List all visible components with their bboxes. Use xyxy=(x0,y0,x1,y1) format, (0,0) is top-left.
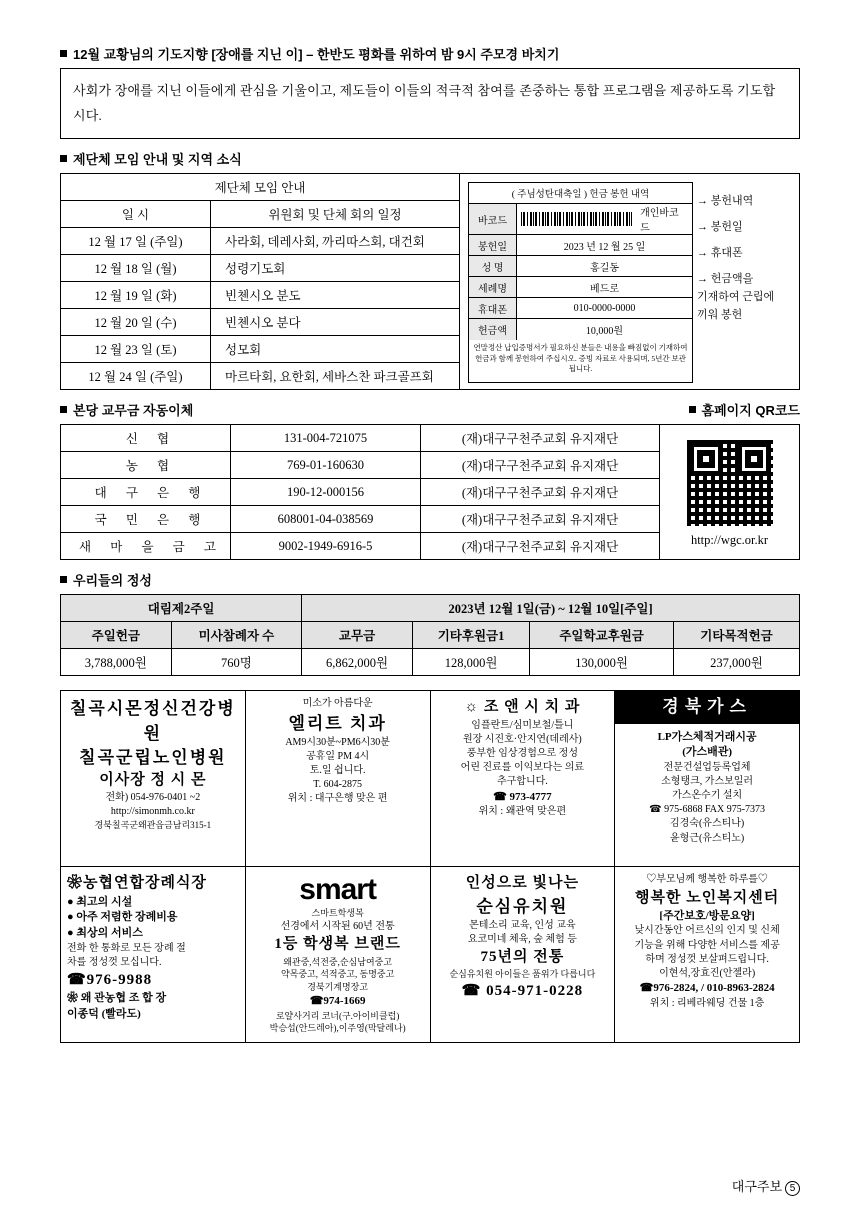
square-bullet-icon xyxy=(60,576,67,583)
groups-col-date: 일 시 xyxy=(61,201,211,228)
ad-line-chilgok-simon-1: 칠곡군립노인병원 xyxy=(79,747,227,767)
ad-line-nonghyup-funeral-1: ● 최고의 시설 xyxy=(67,895,133,908)
table-row xyxy=(61,336,460,363)
offering-sample-wrap xyxy=(460,173,800,390)
ad-line-gyeongbuk-gas-3: 소형탱크, 가스보일러 xyxy=(661,775,754,787)
bank-owner-3: (재)대구구천주교회 유지재단 xyxy=(421,506,660,533)
table-row xyxy=(61,228,460,255)
bank-owner-4: (재)대구구천주교회 유지재단 xyxy=(421,533,660,560)
bank-name-0: 신 협 xyxy=(61,425,231,452)
ad-line-happy-senior-center-7: ☎976-2824, / 010-8963-2824 xyxy=(639,982,775,995)
donation-period-right: 2023년 12월 1일(금) ~ 12월 10일[주일] xyxy=(302,595,800,622)
ad-line-sunsim-kindergarten-0: 인성으로 빛나는 xyxy=(465,875,579,892)
bank-account-1: 769-01-160630 xyxy=(231,452,421,479)
autotransfer-row xyxy=(60,424,800,560)
offering-card-head: ( 주님성탄대축일 ) 헌금 봉헌 내역 xyxy=(469,183,692,204)
table-row xyxy=(61,425,660,452)
prayer-heading xyxy=(60,44,800,63)
donation-header-0: 주일헌금 xyxy=(61,622,172,649)
ad-chilgok-simon[interactable] xyxy=(61,691,246,866)
advertisement-row-1 xyxy=(61,691,799,866)
ad-line-josaengsi-dental-1: 임플란트/심미보철/틀니 xyxy=(471,719,574,731)
ad-line-smart-uniform-3: 1등 학생복 브랜드 xyxy=(274,936,401,953)
ad-line-nonghyup-funeral-0: ❀농협연합장례식장 xyxy=(67,875,207,892)
ad-line-chilgok-simon-5: 경북칠곡군왜관읍금남리315-1 xyxy=(94,820,212,831)
bank-table xyxy=(60,424,660,560)
ad-line-gyeongbuk-gas-7: 윤형근(유스티노) xyxy=(669,832,745,844)
groups-event-5: 마르타회, 요한회, 세바스찬 파크골프회 xyxy=(211,363,460,390)
groups-event-0: 사라회, 데레사회, 까리따스회, 대건회 xyxy=(211,228,460,255)
offering-row-5 xyxy=(469,319,692,340)
ad-line-elite-dental-5: T. 604-2875 xyxy=(313,779,362,791)
ad-line-chilgok-simon-3: 전화) 054-976-0401 ~2 xyxy=(105,792,201,804)
prayer-heading-text: 12월 교황님의 기도지향 [장애를 지닌 이] – 한반도 평화를 위하여 밤 9시 주모경 바치기 xyxy=(73,47,560,62)
ad-line-smart-uniform-8: 로얄사거리 코너(구.아이비클럽) xyxy=(275,1010,400,1021)
donation-header-1: 미사참례자 수 xyxy=(171,622,302,649)
arrow-note-0: → 봉헌내역 xyxy=(697,195,754,208)
square-bullet-icon xyxy=(60,50,67,57)
ad-line-happy-senior-center-6: 이현석,장효진(안젤라) xyxy=(659,968,756,980)
ad-line-josaengsi-dental-3: 풍부한 임상경험으로 정성 xyxy=(466,748,578,760)
donation-value-2: 6,862,000원 xyxy=(302,649,413,676)
ad-happy-senior-center[interactable] xyxy=(615,867,799,1042)
donation-table xyxy=(60,594,800,676)
groups-table xyxy=(60,173,460,390)
groups-date-3: 12 월 20 일 (수) xyxy=(61,309,211,336)
groups-heading xyxy=(60,149,800,168)
offering-arrow-notes xyxy=(697,182,774,383)
offering-field-4 xyxy=(517,298,692,318)
groups-row xyxy=(60,173,800,390)
square-bullet-icon xyxy=(689,406,696,413)
ad-line-gyeongbuk-gas-2: 전문건설업등록업체 xyxy=(663,761,751,773)
bank-name-2: 대 구 은 행 xyxy=(61,479,231,506)
ad-line-smart-uniform-0: smart xyxy=(299,873,376,907)
groups-title: 제단체 모임 안내 xyxy=(61,174,460,201)
groups-header-row xyxy=(61,201,460,228)
advertisement-block xyxy=(60,690,800,1043)
ad-line-elite-dental-2: AM9시30분~PM6시30분 xyxy=(285,736,390,748)
bank-table-wrap xyxy=(60,424,660,560)
ad-line-gyeongbuk-gas-0: LP가스체적거래시공 xyxy=(657,730,757,743)
table-row xyxy=(61,506,660,533)
ad-line-chilgok-simon-4: http://simonmh.co.kr xyxy=(110,806,195,818)
groups-table-wrap xyxy=(60,173,460,390)
ad-line-chilgok-simon-2: 이사장 정 시 몬 xyxy=(99,771,207,788)
ad-line-nonghyup-funeral-8: 이종덕 (빨라도) xyxy=(67,1007,141,1020)
ad-line-gyeongbuk-gas-5: ☎ 975-6868 FAX 975-7373 xyxy=(649,804,766,816)
prayer-body: 사회가 장애를 지닌 이들에게 관심을 기울이고, 제도들이 이들의 적극적 참여를 존중하는 통합 프로그램을 제공하도록 기도합시다. xyxy=(73,83,776,123)
arrow-note-2: → 휴대폰 xyxy=(697,247,743,260)
ad-line-nonghyup-funeral-5: 차를 정성껏 모십니다. xyxy=(67,956,162,968)
qr-code-image[interactable] xyxy=(684,437,776,529)
donation-header-5: 기타목적헌금 xyxy=(674,622,800,649)
qr-box xyxy=(660,424,800,560)
ad-line-josaengsi-dental-6: ☎ 973-4777 xyxy=(493,790,552,803)
groups-event-1: 성령기도회 xyxy=(211,255,460,282)
ad-line-josaengsi-dental-7: 위치 : 왜관역 맞은편 xyxy=(478,806,567,818)
ad-nonghyup-funeral[interactable] xyxy=(61,867,246,1042)
table-row xyxy=(61,309,460,336)
ad-line-smart-uniform-1: 스마트학생복 xyxy=(311,908,364,919)
arrow-note-5: 끼워 봉헌 xyxy=(697,309,743,322)
donation-header-row xyxy=(61,622,800,649)
offering-value-3: 베드로 xyxy=(590,283,619,295)
ad-line-smart-uniform-2: 선경에서 시작된 60년 전통 xyxy=(280,921,395,933)
offering-card-note: 연말정산 납입증명서가 필요하신 분들은 내용을 빠짐없이 기재하여 헌금과 함께 봉헌하여 주십시오. 증빙 자료로 사용되며, 5년간 보관됩니다. xyxy=(473,343,688,373)
table-row xyxy=(61,255,460,282)
donation-value-row xyxy=(61,649,800,676)
ad-line-elite-dental-6: 위치 : 대구은행 맞은 편 xyxy=(287,793,388,805)
advertisement-row-2 xyxy=(61,866,799,1042)
ad-line-nonghyup-funeral-4: 전화 한 통화로 모든 장례 절 xyxy=(67,942,186,954)
groups-event-4: 성모회 xyxy=(211,336,460,363)
offering-row-4 xyxy=(469,298,692,319)
ad-line-josaengsi-dental-4: 어린 진료를 이익보다는 의료 xyxy=(460,762,585,774)
qr-heading xyxy=(689,400,800,419)
ad-line-josaengsi-dental-5: 추구합니다. xyxy=(496,776,548,788)
ad-line-chilgok-simon-0: 칠곡시몬정신건강병원 xyxy=(69,699,236,743)
square-bullet-icon xyxy=(60,155,67,162)
ad-line-gyeongbuk-gas-1: (가스배관) xyxy=(682,746,733,759)
ad-line-sunsim-kindergarten-5: 순심유치원 아이들은 품위가 다릅니다 xyxy=(449,969,596,980)
bank-owner-0: (재)대구구천주교회 유지재단 xyxy=(421,425,660,452)
offering-row-1 xyxy=(469,235,692,256)
bank-account-3: 608001-04-038569 xyxy=(231,506,421,533)
arrow-note-1: → 봉헌일 xyxy=(697,221,743,234)
square-bullet-icon xyxy=(60,406,67,413)
ad-gyeongbuk-gas[interactable] xyxy=(615,691,799,866)
offering-date-value: 2023 년 12 월 25 일 xyxy=(563,241,646,253)
table-row xyxy=(61,452,660,479)
ad-line-josaengsi-dental-2: 원장 시진호·안지연(데레사) xyxy=(462,733,582,745)
ad-line-elite-dental-1: 엘리트 치과 xyxy=(288,713,387,733)
ad-elite-dental[interactable] xyxy=(246,691,431,866)
offering-value-5: 10,000원 xyxy=(585,326,624,338)
ad-sunsim-kindergarten[interactable] xyxy=(431,867,616,1042)
ad-line-happy-senior-center-5: 하며 정성껏 보살펴드립니다. xyxy=(645,953,769,965)
ad-line-happy-senior-center-0: ♡부모님께 행복한 하루를♡ xyxy=(646,874,768,886)
offering-label-3: 세례명 xyxy=(469,277,517,297)
prayer-box xyxy=(60,68,800,139)
ad-line-sunsim-kindergarten-1: 순심유치원 xyxy=(476,896,569,916)
donation-value-3: 128,000원 xyxy=(412,649,529,676)
offering-field-1 xyxy=(517,235,692,255)
qr-heading-text: 홈페이지 QR코드 xyxy=(701,403,800,419)
donation-value-1: 760명 xyxy=(171,649,302,676)
offering-row-3 xyxy=(469,277,692,298)
bank-owner-1: (재)대구구천주교회 유지재단 xyxy=(421,452,660,479)
ad-line-elite-dental-3: 공휴일 PM 4시 xyxy=(306,750,370,762)
ad-line-smart-uniform-9: 박승섭(안드레아),이주영(막달레나) xyxy=(269,1023,406,1034)
ad-line-nonghyup-funeral-3: ● 최상의 서비스 xyxy=(67,926,143,939)
groups-heading-text: 제단체 모임 안내 및 지역 소식 xyxy=(73,152,242,168)
donation-value-0: 3,788,000원 xyxy=(61,649,172,676)
page-number: 5 xyxy=(785,1181,800,1196)
table-row xyxy=(61,479,660,506)
qr-url[interactable]: http://wgc.or.kr xyxy=(690,532,769,547)
offering-value-2: 홍길동 xyxy=(590,262,619,274)
bank-account-2: 190-12-000156 xyxy=(231,479,421,506)
ad-line-happy-senior-center-2: [주간보호/방문요양] xyxy=(659,909,755,922)
page-footer xyxy=(732,1176,800,1196)
donation-value-4: 130,000원 xyxy=(530,649,674,676)
groups-date-4: 12 월 23 일 (토) xyxy=(61,336,211,363)
ad-line-sunsim-kindergarten-3: 요코미네 체육, 숲 체험 등 xyxy=(467,933,577,945)
ad-line-happy-senior-center-4: 기능을 위해 다양한 서비스를 제공 xyxy=(634,939,780,951)
groups-date-2: 12 월 19 일 (화) xyxy=(61,282,211,309)
ad-line-gyeongbuk-gas-6: 김경숙(유스티나) xyxy=(669,818,745,830)
arrow-note-4: 기재하여 근립에 xyxy=(697,291,775,304)
groups-date-1: 12 월 18 일 (월) xyxy=(61,255,211,282)
bank-account-0: 131-004-721075 xyxy=(231,425,421,452)
offering-row-2 xyxy=(469,256,692,277)
donation-header-2: 교무금 xyxy=(302,622,413,649)
barcode-icon xyxy=(521,212,632,226)
arrow-note-3: → 헌금액을 xyxy=(697,273,754,286)
offering-row-0 xyxy=(469,204,692,235)
donation-period-left: 대림제2주일 xyxy=(61,595,302,622)
ad-line-sunsim-kindergarten-2: 몬테소리 교육, 인성 교육 xyxy=(469,919,576,931)
ad-line-happy-senior-center-8: 위치 : 리베라웨딩 건물 1층 xyxy=(649,997,765,1009)
bank-account-4: 9002-1949-6916-5 xyxy=(231,533,421,560)
bank-owner-2: (재)대구구천주교회 유지재단 xyxy=(421,479,660,506)
offering-barcode-label: 개인바코드 xyxy=(640,208,679,235)
ad-line-josaengsi-dental-0: ☼ 조 앤 시 치 과 xyxy=(464,699,581,716)
ad-line-happy-senior-center-1: 행복한 노인복지센터 xyxy=(635,889,780,906)
ad-line-smart-uniform-7: ☎974-1669 xyxy=(309,994,366,1007)
donation-value-5: 237,000원 xyxy=(674,649,800,676)
ad-line-nonghyup-funeral-2: ● 아주 저렴한 장례비용 xyxy=(67,911,178,924)
groups-col-event: 위원회 및 단체 회의 일정 xyxy=(211,201,460,228)
donation-period-row xyxy=(61,595,800,622)
autotransfer-heading-text: 본당 교무금 자동이체 xyxy=(73,403,194,419)
donation-header-3: 기타후원금1 xyxy=(412,622,529,649)
table-row xyxy=(61,533,660,560)
offering-label-2: 성 명 xyxy=(469,256,517,276)
ad-banner-gyeongbuk-gas: 경북가스 xyxy=(615,691,799,723)
offering-field-5 xyxy=(517,319,692,340)
donation-header-4: 주일학교후원금 xyxy=(530,622,674,649)
offering-label-4: 휴대폰 xyxy=(469,298,517,318)
ad-line-nonghyup-funeral-6: ☎976-9988 xyxy=(67,971,153,988)
ad-line-happy-senior-center-3: 낮시간동안 어르신의 인지 및 신체 xyxy=(634,925,780,937)
ad-smart-uniform[interactable] xyxy=(246,867,431,1042)
groups-title-row xyxy=(61,174,460,201)
offering-field-3 xyxy=(517,277,692,297)
ad-line-gyeongbuk-gas-4: 가스온수기 설치 xyxy=(672,790,743,802)
ad-josaengsi-dental[interactable] xyxy=(431,691,616,866)
donation-heading xyxy=(60,570,800,589)
ad-line-sunsim-kindergarten-4: 75년의 전통 xyxy=(480,949,565,966)
ad-line-nonghyup-funeral-7: ❀ 왜 관농협 조 합 장 xyxy=(67,992,167,1005)
table-row xyxy=(61,363,460,390)
offering-label-0: 바코드 xyxy=(469,204,517,234)
footer-title: 대구주보 xyxy=(731,1179,782,1194)
bank-name-4: 새 마 을 금 고 xyxy=(61,533,231,560)
bank-name-1: 농 협 xyxy=(61,452,231,479)
groups-date-0: 12 월 17 일 (주일) xyxy=(61,228,211,255)
table-row xyxy=(61,282,460,309)
groups-event-3: 빈첸시오 분다 xyxy=(211,309,460,336)
offering-card xyxy=(468,182,693,383)
groups-date-5: 12 월 24 일 (주일) xyxy=(61,363,211,390)
ad-line-smart-uniform-5: 약목중고, 석적중고, 동명중고 xyxy=(280,969,395,980)
offering-value-4: 010-0000-0000 xyxy=(573,302,636,314)
donation-heading-text: 우리들의 정성 xyxy=(73,573,152,589)
offering-label-5: 헌금액 xyxy=(469,319,517,340)
ad-line-smart-uniform-6: 경북기계명장고 xyxy=(307,982,369,993)
offering-field-2 xyxy=(517,256,692,276)
bank-name-3: 국 민 은 행 xyxy=(61,506,231,533)
ad-line-smart-uniform-4: 왜관중,석전중,순심남여중고 xyxy=(283,956,393,967)
offering-label-1: 봉헌일 xyxy=(469,235,517,255)
offering-field-0 xyxy=(517,204,692,234)
autotransfer-heading xyxy=(60,400,800,419)
ad-line-elite-dental-0: 미소가 아름다운 xyxy=(302,698,373,710)
ad-line-elite-dental-4: 토.일 쉽니다. xyxy=(309,765,366,777)
groups-event-2: 빈첸시오 분도 xyxy=(211,282,460,309)
ad-line-sunsim-kindergarten-6: ☎ 054-971-0228 xyxy=(461,983,584,1000)
